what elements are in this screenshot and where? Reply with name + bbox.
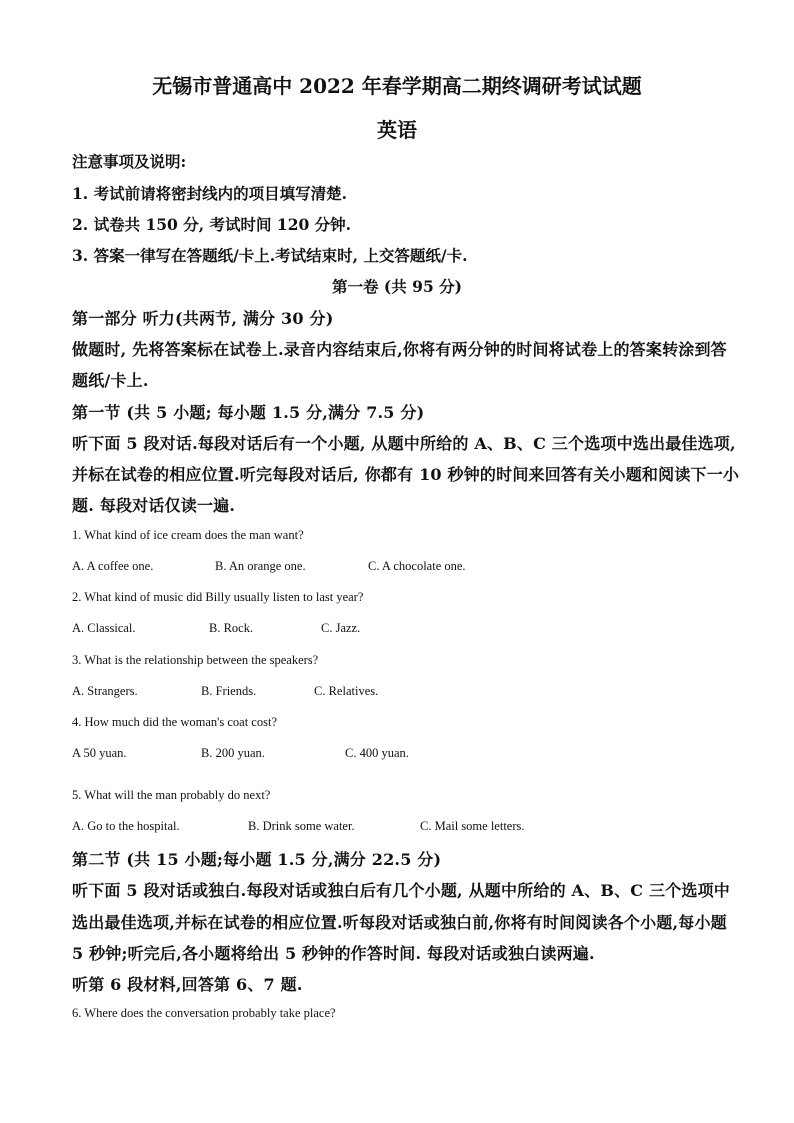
question-4-option-b: B. 200 yuan. [201,746,265,760]
question-5-option-a: A. Go to the hospital. [72,819,180,833]
question-4: 4. How much did the woman's coat cost? [72,715,277,729]
section2-instruction-line3: 5 秒钟;听完后,各小题将给出 5 秒钟的作答时间. 每段对话或独白读两遍. [72,944,595,963]
material-6-heading: 听第 6 段材料,回答第 6、7 题. [72,975,303,994]
question-4-option-a: A 50 yuan. [72,746,127,760]
question-3-option-b: B. Friends. [201,684,257,698]
question-5-option-c: C. Mail some letters. [420,819,525,833]
question-1-option-c: C. A chocolate one. [368,559,466,573]
question-2-option-a: A. Classical. [72,621,136,635]
question-3: 3. What is the relationship between the speakers? [72,653,319,667]
section2-title: 第二节 (共 15 小题;每小题 1.5 分,满分 22.5 分) [72,850,442,869]
notes-heading: 注意事项及说明: [72,152,187,171]
section1-title: 第一节 (共 5 小题; 每小题 1.5 分,满分 7.5 分) [72,403,425,422]
part1-instruction-line1: 做题时, 先将答案标在试卷上.录音内容结束后,你将有两分钟的时间将试卷上的答案转涂到答 [72,340,727,359]
note-item-2: 2. 试卷共 150 分, 考试时间 120 分钟. [72,215,352,234]
note-item-1: 1. 考试前请将密封线内的项目填写清楚. [72,184,347,203]
question-3-option-c: C. Relatives. [314,684,379,698]
question-4-option-c: C. 400 yuan. [345,746,409,760]
question-2-option-b: B. Rock. [209,621,254,635]
subject-title: 英语 [377,118,417,142]
question-5-option-b: B. Drink some water. [248,819,355,833]
section1-instruction-line1: 听下面 5 段对话.每段对话后有一个小题, 从题中所给的 A、B、C 三个选项中选出最佳选项, [72,434,736,453]
section2-instruction-line1: 听下面 5 段对话或独白.每段对话或独白后有几个小题, 从题中所给的 A、B、C 三个选项中 [72,881,730,900]
question-1: 1. What kind of ice cream does the man want? [72,528,304,542]
section2-instruction-line2: 选出最佳选项,并标在试卷的相应位置.听每段对话或独白前,你将有时间阅读各个小题,每小题 [72,913,727,932]
question-2: 2. What kind of music did Billy usually listen to last year? [72,590,364,604]
question-3-option-a: A. Strangers. [72,684,138,698]
exam-title: 无锡市普通高中 2022 年春学期高二期终调研考试试题 [152,74,642,98]
question-1-option-b: B. An orange one. [215,559,306,573]
volume-title: 第一卷 (共 95 分) [332,277,462,296]
question-1-option-a: A. A coffee one. [72,559,154,573]
question-6: 6. Where does the conversation probably take place? [72,1006,336,1020]
part1-title: 第一部分 听力(共两节, 满分 30 分) [72,309,334,328]
question-5: 5. What will the man probably do next? [72,788,271,802]
section1-instruction-line3: 题. 每段对话仅读一遍. [72,496,236,515]
question-2-option-c: C. Jazz. [321,621,361,635]
section1-instruction-line2: 并标在试卷的相应位置.听完每段对话后, 你都有 10 秒钟的时间来回答有关小题和阅读下一小 [72,465,740,484]
note-item-3: 3. 答案一律写在答题纸/卡上.考试结束时, 上交答题纸/卡. [72,246,468,265]
part1-instruction-line2: 题纸/卡上. [72,371,149,390]
